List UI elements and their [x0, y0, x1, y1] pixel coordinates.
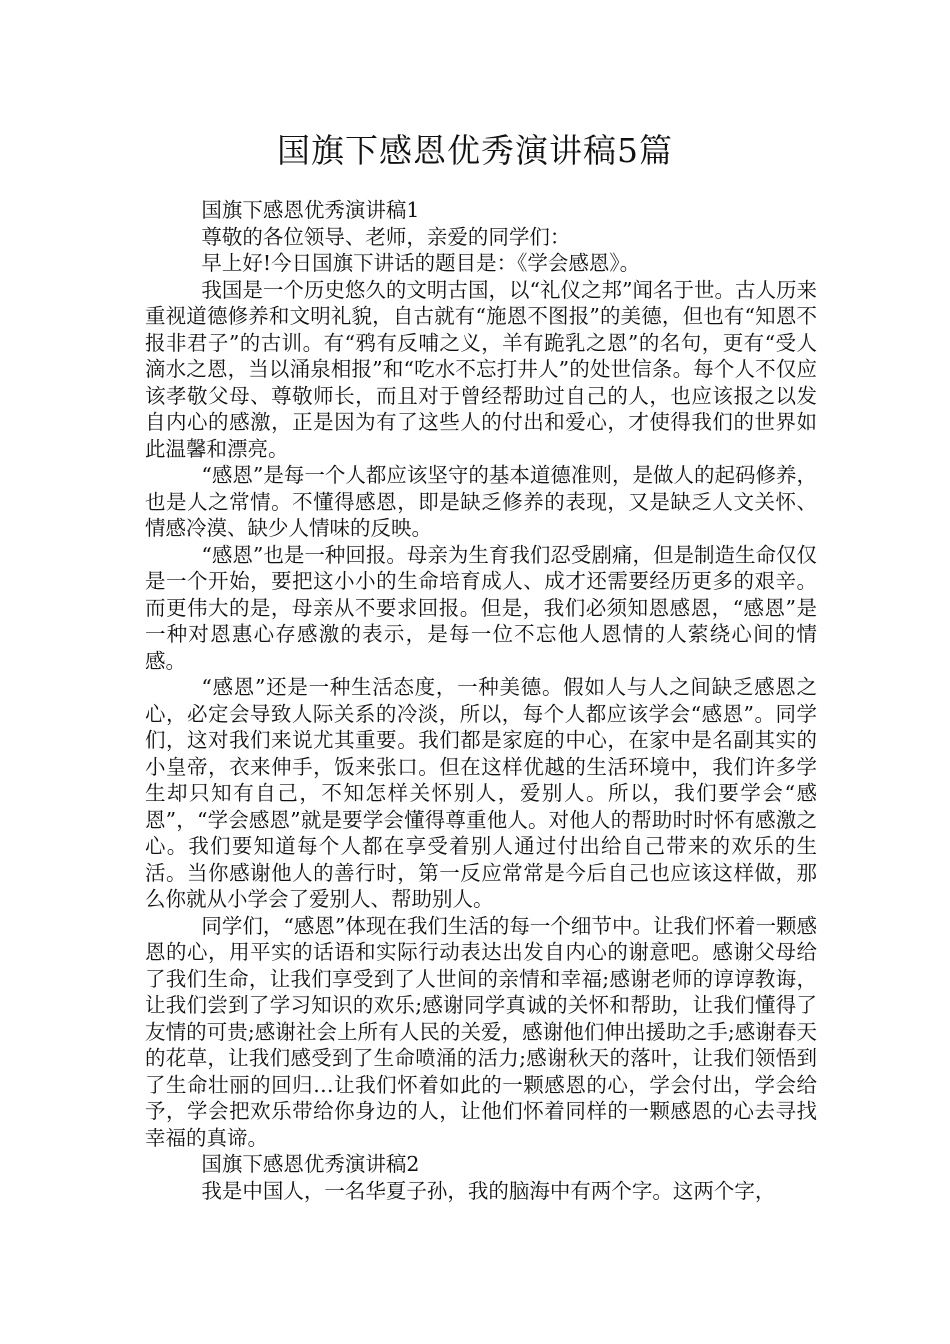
greeting: 早上好!今日国旗下讲话的题目是：《学会感恩》。	[201, 251, 641, 275]
document-title: 国旗下感恩优秀演讲稿5篇	[277, 131, 673, 170]
document-body	[145, 197, 817, 1204]
section-heading: 国旗下感恩优秀演讲稿2	[201, 1152, 420, 1176]
body-paragraph: 我国是一个历史悠久的文明古国，以“礼仪之邦”闻名于世。古人历来重视道德修养和文明礼貌，自古就有“施恩不图报”的美德，但也有“知恩不报非君子”的古训。有“鸦有反哺之义，羊有跪乳之恩”的名句，更有“受人滴水之恩，当以涌泉相报”和“吃水不忘打井人”的处世信条。每个人不仅应该孝敬父母、尊敬师长，而且对于曾经帮助过自己的人，也应该报之以发自内心的感激，正是因为有了这些人的付出和爱心，才使得我们的世界如此温馨和漂亮。	[145, 277, 817, 461]
body-paragraph: “感恩”还是一种生活态度，一种美德。假如人与人之间缺乏感恩之心，必定会导致人际关系的冷淡，所以，每个人都应该学会“感恩”。同学们，这对我们来说尤其重要。我们都是家庭的中心，在家中是名副其实的小皇帝，衣来伸手，饭来张口。但在这样优越的生活环境中，我们许多学生却只知有自己，不知怎样关怀别人，爱别人。所以，我们要学会“感恩”，“学会感恩”就是要学会懂得尊重他人。对他人的帮助时时怀有感激之心。我们要知道每个人都在享受着别人通过付出给自己带来的欢乐的生活。当你感谢他人的善行时，第一反应常常是今后自己也应该这样做，那么你就从小学会了爱别人、帮助别人。	[145, 675, 817, 911]
salutation: 尊敬的各位领导、老师，亲爱的同学们：	[201, 224, 571, 249]
body-paragraph: 我是中国人，一名华夏子孙，我的脑海中有两个字。这两个字，	[201, 1178, 776, 1203]
body-paragraph: “感恩”也是一种回报。母亲为生育我们忍受剧痛，但是制造生命仅仅是一个开始，要把这小小的生命培育成人、成才还需要经历更多的艰辛。而更伟大的是，母亲从不要求回报。但是，我们必须知恩感恩，“感恩”是一种对恩惠心存感激的表示，是每一位不忘他人恩情的人萦绕心间的情感。	[145, 542, 817, 673]
section-heading: 国旗下感恩优秀演讲稿1	[201, 198, 420, 222]
body-paragraph: 同学们，“感恩”体现在我们生活的每一个细节中。让我们怀着一颗感恩的心，用平实的话语和实际行动表达出发自内心的谢意吧。感谢父母给了我们生命，让我们享受到了人世间的亲情和幸福;感谢老师的谆谆教诲，让我们尝到了学习知识的欢乐;感谢同学真诚的关怀和帮助，让我们懂得了友情的可贵;感谢社会上所有人民的关爱，感谢他们伸出援助之手;感谢春天的花草，让我们感受到了生命喷涌的活力;感谢秋天的落叶，让我们领悟到了生命壮丽的回归…让我们怀着如此的一颗感恩的心，学会付出，学会给予，学会把欢乐带给你身边的人，让他们怀着同样的一颗感恩的心去寻找幸福的真谛。	[145, 913, 817, 1150]
body-paragraph: “感恩”是每一个人都应该坚守的基本道德准则，是做人的起码修养，也是人之常情。不懂得感恩，即是缺乏修养的表现，又是缺乏人文关怀、情感冷漠、缺少人情味的反映。	[145, 463, 817, 540]
